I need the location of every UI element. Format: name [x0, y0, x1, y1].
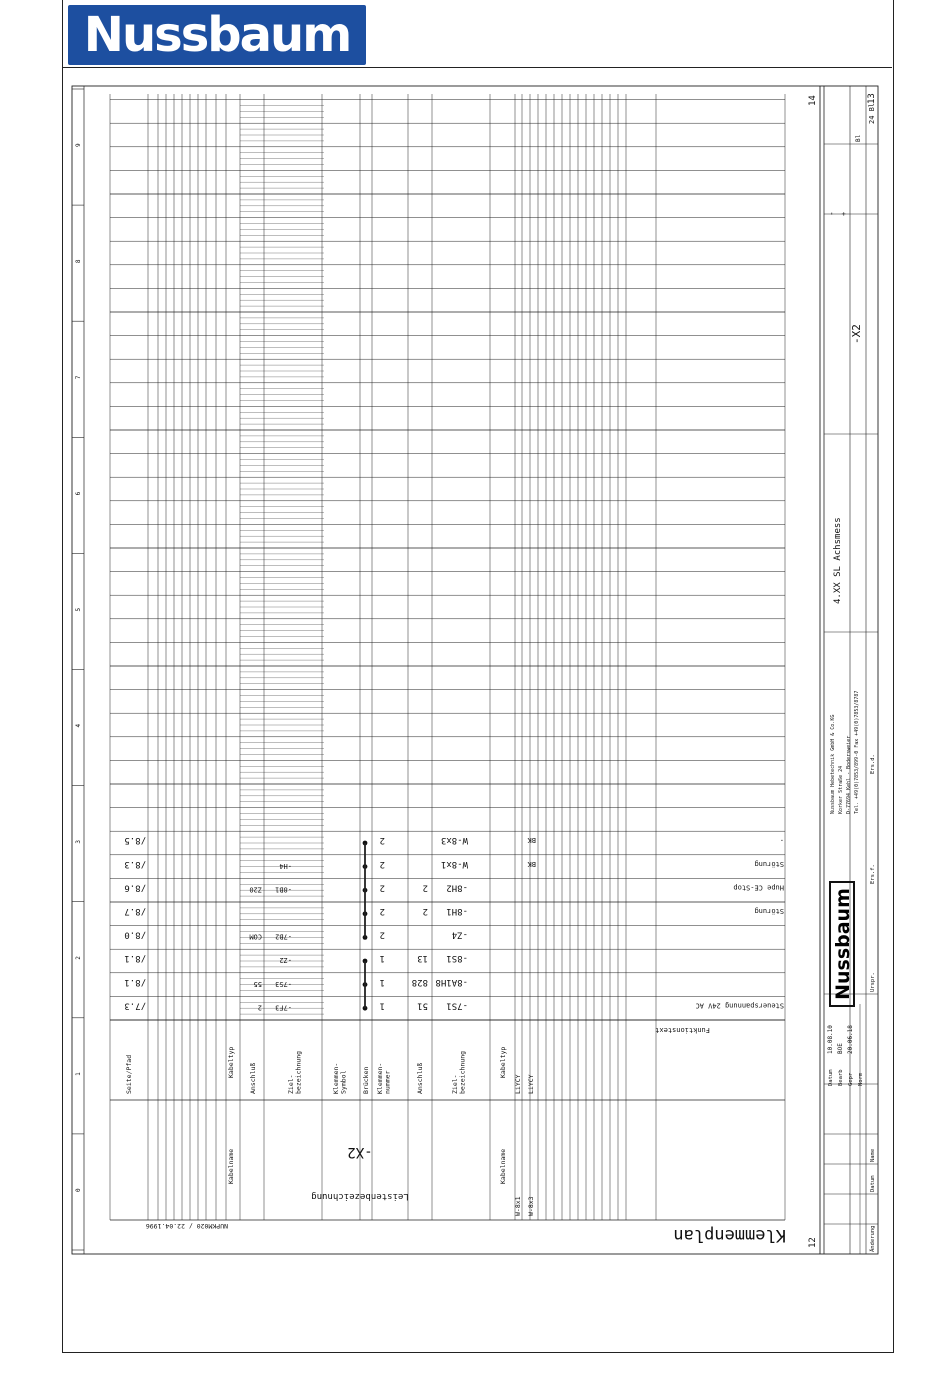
- header-klemmen-symbol: Symbol: [339, 1070, 348, 1094]
- cell-klemmennummer: 2: [379, 835, 385, 846]
- cell-ziel: -7F3: [275, 1003, 292, 1012]
- header-ziel: bezeichnung: [294, 1050, 303, 1094]
- label-bl: Bl: [855, 134, 862, 142]
- cable-name: W-8x3: [527, 1196, 535, 1216]
- header-klemmen-symbol: Klemmen-: [332, 1062, 340, 1094]
- cell-anschluss2: 13: [417, 953, 428, 964]
- cell-klemmennummer: 1: [379, 953, 385, 964]
- tb-datum-label: Datum: [828, 1069, 834, 1086]
- cell-ziel2: -8A1H8: [435, 976, 468, 987]
- cell-funktionstext: Hupe CE-Stop: [733, 883, 784, 892]
- tb-name-label: Name: [870, 1148, 876, 1162]
- zone-number: 3: [75, 840, 82, 844]
- terminal-plan-sheet: [70, 84, 880, 1260]
- cell-ziel: -Z2: [279, 956, 292, 965]
- cell-ziel2: W-8x1: [440, 858, 468, 869]
- cell-funktionstext: -: [779, 836, 784, 845]
- cell-anschluss: Z20: [249, 885, 262, 894]
- strip-name: -X2: [347, 1144, 373, 1160]
- tb-gepr-label: Gepr: [848, 1072, 854, 1086]
- cell-ziel2: -7S1: [446, 1000, 468, 1011]
- titleblock-strip-name: -X2: [850, 324, 863, 344]
- cell-anschluss2: 51: [417, 1000, 428, 1011]
- project-title: 4.XX SL Achsmess: [833, 517, 843, 604]
- company-info: Tel. +49(0)7853/899-0 Fax +49(0)7853/8787: [854, 690, 860, 814]
- header-kabeltyp: Kabeltyp: [227, 1046, 235, 1078]
- header-ziel2: bezeichnung: [458, 1050, 467, 1094]
- zone-number: 1: [75, 1072, 82, 1076]
- header-ziel: Ziel-: [287, 1074, 295, 1094]
- zone-number: 2: [75, 956, 82, 960]
- cell-seite-pfad: /8.3: [124, 858, 146, 869]
- cell-kabeltyp: BK: [527, 836, 536, 845]
- cell-seite-pfad: /7.3: [124, 1000, 146, 1011]
- page-next: 14: [808, 95, 818, 106]
- header-anschluss: Anschluß: [249, 1062, 257, 1094]
- zone-number: 0: [75, 1188, 82, 1192]
- tb-ers-d-label: Ers.d.: [870, 754, 876, 774]
- tb-datum2-label: Datum: [870, 1175, 876, 1192]
- header-funktionstext: Funktionstext: [655, 1026, 710, 1034]
- zone-number: 5: [75, 607, 82, 612]
- page-total: 24 Bl: [868, 102, 876, 124]
- tb-gepr: 20.06.18: [847, 1025, 854, 1054]
- tb-bearb-label: Bearb: [838, 1069, 844, 1086]
- page-prev: 12: [808, 1237, 818, 1248]
- form-reference: NUPKM020 / 22.04.1996: [145, 1222, 228, 1230]
- tb-aenderung-label: Änderung: [870, 1225, 876, 1252]
- header-kabelname: Kabelname: [227, 1148, 235, 1184]
- strip-label: Leistenbezeichnung: [311, 1191, 409, 1201]
- drawing-border: [72, 86, 878, 1254]
- cable-name: W-8x1: [514, 1196, 522, 1216]
- cell-seite-pfad: /8.1: [124, 976, 146, 987]
- tb-bearb: BOE: [837, 1043, 844, 1054]
- cell-ziel: -H4: [279, 861, 292, 870]
- cell-ziel2: -Z4: [451, 929, 468, 940]
- tb-norm-label: Norm: [858, 1072, 864, 1086]
- company-info: Korker Straße 24: [838, 765, 844, 814]
- cell-klemmennummer: 2: [379, 882, 385, 893]
- cell-anschluss: COM: [249, 932, 262, 941]
- titleblock-logo: [830, 882, 854, 1006]
- cell-ziel: -7S3: [275, 979, 292, 988]
- zone-number: 7: [75, 375, 82, 380]
- zone-number: 9: [75, 143, 82, 148]
- cell-seite-pfad: /8.6: [124, 882, 146, 893]
- cell-kabeltyp: BK: [527, 859, 536, 868]
- svg-text:Nussbaum: Nussbaum: [832, 888, 854, 1000]
- cell-klemmennummer: 2: [379, 858, 385, 869]
- cell-funktionstext: Steuerspannung 24V AC: [695, 1001, 784, 1010]
- cell-anschluss2: 828: [411, 976, 428, 987]
- header-kabeltyp2: Kabeltyp: [499, 1046, 507, 1078]
- header-klemmennummer: Klemmen-: [376, 1062, 384, 1094]
- tb-urspr-label: Urspr.: [870, 972, 876, 992]
- sheet-title: Klemmenplan: [673, 1225, 786, 1245]
- cell-funktionstext: Störung: [754, 859, 784, 868]
- zone-number: 4: [75, 723, 82, 728]
- company-info: Nussbaum Hebetechnik GmbH & Co.KG: [830, 714, 836, 814]
- cable-type: LiYCY: [514, 1074, 522, 1094]
- cell-seite-pfad: /8.1: [124, 953, 146, 964]
- cell-ziel2: -8H2: [446, 882, 468, 893]
- cell-ziel2: -8H1: [446, 906, 468, 916]
- cell-anschluss: 2: [257, 1003, 262, 1012]
- tb-datum: 10.08.10: [827, 1025, 834, 1054]
- cell-ziel2: W-8x3: [440, 835, 468, 846]
- cell-seite-pfad: /8.7: [124, 906, 146, 916]
- nussbaum-logo: [67, 4, 367, 66]
- cell-seite-pfad: /8.5: [124, 835, 146, 846]
- cell-ziel: -7B2: [275, 932, 292, 941]
- cell-klemmennummer: 2: [379, 929, 385, 940]
- header-seite-pfad: Seite/Pfad: [125, 1054, 133, 1094]
- zone-number: 8: [75, 259, 82, 264]
- zone-number: 6: [75, 491, 82, 496]
- page-number: 13: [867, 93, 877, 104]
- header-klemmennummer: nummer: [383, 1070, 392, 1094]
- header-divider: [62, 67, 892, 68]
- cell-klemmennummer: 1: [379, 976, 385, 987]
- cell-anschluss2: 2: [422, 882, 428, 893]
- header-ziel2: Ziel-: [451, 1074, 459, 1094]
- cell-seite-pfad: /8.0: [124, 929, 146, 940]
- header-anschluss2: Anschluß: [416, 1062, 424, 1094]
- cell-ziel: -8B1: [275, 885, 292, 894]
- tb-ers-f-label: Ers.f.: [870, 864, 876, 884]
- cell-anschluss: 55: [253, 979, 262, 988]
- company-info: D-77694 Kehl - Bodersweier: [846, 735, 852, 814]
- cell-klemmennummer: 2: [379, 906, 385, 916]
- cable-type: LiYCY: [527, 1074, 535, 1094]
- cell-ziel2: -8S1: [446, 953, 468, 964]
- logo-text: Nussbaum: [83, 7, 351, 63]
- minus-sign: -: [827, 211, 836, 216]
- cell-funktionstext: Störung: [754, 907, 784, 915]
- header-bruecken: Brücken: [362, 1066, 370, 1094]
- cell-anschluss2: 2: [422, 906, 428, 916]
- header-kabelname2: Kabelname: [499, 1148, 507, 1184]
- cell-klemmennummer: 1: [379, 1000, 385, 1011]
- plus-sign: +: [840, 211, 848, 216]
